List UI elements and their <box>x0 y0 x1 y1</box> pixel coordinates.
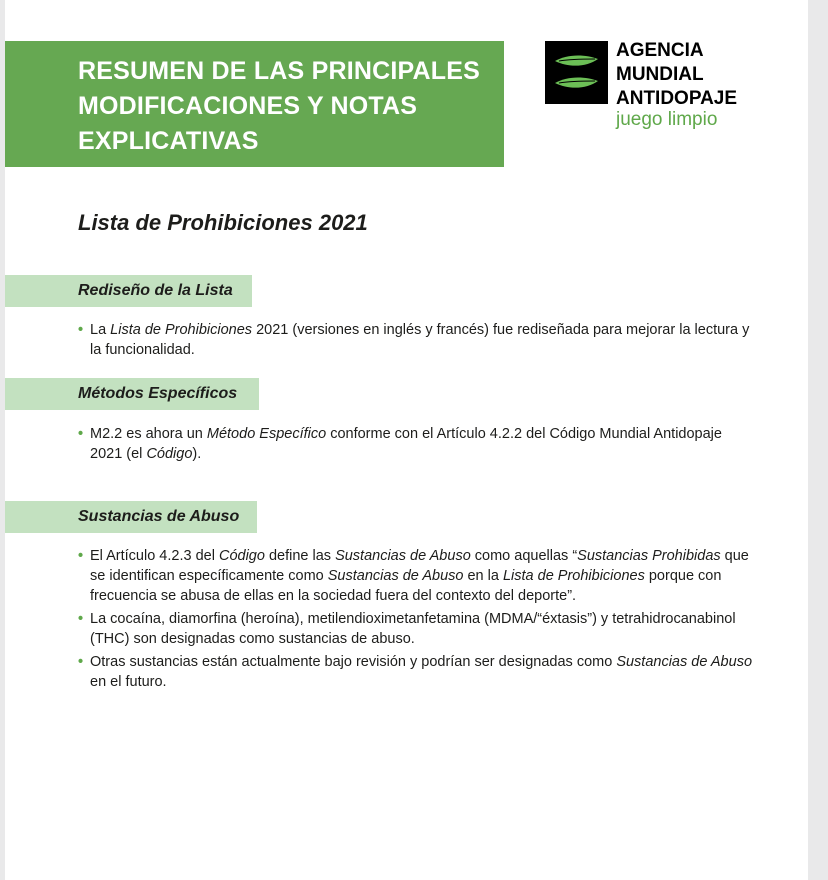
logo-wordmark <box>616 39 737 111</box>
text-run: en la <box>463 568 503 584</box>
text-run: porque con frecuencia se abusa de ellas en la sociedad fuera del contexto del deporte”. <box>90 568 722 604</box>
document-page <box>5 0 808 880</box>
list-item <box>78 424 758 464</box>
text-run: ). <box>192 446 202 462</box>
list-item <box>78 609 758 649</box>
text-run: La <box>90 322 111 338</box>
list-item <box>78 652 758 692</box>
bullet-text <box>90 426 722 462</box>
bullet-icon: • <box>78 548 84 564</box>
italic-term: Método Específico <box>206 426 327 442</box>
bullet-list <box>78 424 758 467</box>
text-run: define las <box>264 548 336 564</box>
italic-term: Código <box>218 548 265 564</box>
logo-tagline: juego limpio <box>616 109 718 130</box>
section-heading-specific-methods: Métodos Específicos <box>5 378 259 410</box>
logo-line: ANTIDOPAJE <box>616 88 738 109</box>
page-title: RESUMEN DE LAS PRINCIPALES MODIFICACIONES Y NOTAS EXPLICATIVAS <box>78 57 481 155</box>
bullet-list <box>78 320 758 363</box>
italic-term: Lista de Prohibiciones <box>502 568 645 584</box>
bullet-text <box>90 654 752 690</box>
document-title: Lista de Prohibiciones 2021 <box>78 210 368 235</box>
wada-logo <box>545 41 755 136</box>
text-run: conforme con el Artículo 4.2.2 del Código Mundial Antidopaje 2021 (el <box>90 426 722 462</box>
italic-term: Sustancias de Abuso <box>616 654 753 670</box>
text-run: La cocaína, diamorfina (heroína), metilendioximetanfetamina (MDMA/“éxtasis”) y tetrahidrocanabinol (THC) son designadas como sustancias de abuso. <box>90 611 736 647</box>
leaf-logo-icon <box>545 41 608 104</box>
bullet-icon: • <box>78 654 84 670</box>
section-heading-substances-of-abuse: Sustancias de Abuso <box>5 501 257 533</box>
text-run: como aquellas “ <box>470 548 578 564</box>
bullet-icon: • <box>78 426 84 442</box>
bullet-icon: • <box>78 322 84 338</box>
text-run: en el futuro. <box>90 674 167 690</box>
bullet-text <box>90 611 736 647</box>
italic-term: Sustancias de Abuso <box>327 568 464 584</box>
text-run: M2.2 es ahora un <box>90 426 207 442</box>
list-item <box>78 546 758 606</box>
bullet-text <box>90 322 749 358</box>
logo-line: AGENCIA <box>616 40 704 61</box>
italic-term: Código <box>146 446 193 462</box>
list-item <box>78 320 758 360</box>
italic-term: Sustancias Prohibidas <box>577 548 721 564</box>
text-run: 2021 (versiones en inglés y francés) fue rediseñada para mejorar la lectura y la funcionalidad. <box>90 322 750 358</box>
logo-line: MUNDIAL <box>616 64 704 85</box>
section-heading-redesign: Rediseño de la Lista <box>5 275 252 307</box>
italic-term: Sustancias de Abuso <box>335 548 471 564</box>
text-run: El Artículo 4.2.3 del <box>90 548 219 564</box>
bullet-text <box>90 548 749 604</box>
text-run: Otras sustancias están actualmente bajo revisión y podrían ser designadas como <box>90 654 617 670</box>
italic-term: Lista de Prohibiciones <box>110 322 253 338</box>
bullet-list <box>78 546 758 695</box>
text-run: que se identifican específicamente como <box>90 548 749 584</box>
bullet-icon: • <box>78 611 84 627</box>
